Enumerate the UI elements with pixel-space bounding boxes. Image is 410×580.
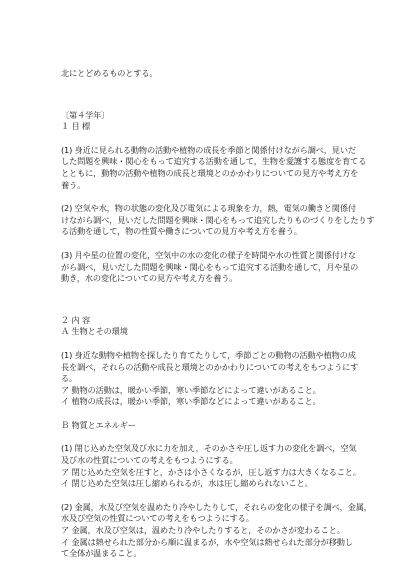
- section-b-point: イ 金属は熱せられた部分から順に温まるが，水や空気は熱せられた部分が移動し: [61, 536, 353, 547]
- contents-heading: ２ 内 容: [61, 314, 91, 325]
- section-b-point: ア 閉じ込めた空気を圧すと，かさは小さくなるが，圧し返す力は大きくなること。: [61, 466, 361, 477]
- objective-3: [61, 250, 388, 285]
- objective-1-line: とともに，動物の活動や植物の成長と環境とのかかわりについての見方や考え方を: [61, 167, 359, 178]
- section-b-point: ア 金属，水及び空気は，温めたり冷やしたりすると，そのかさが変わること。: [61, 525, 345, 536]
- objective-1: [61, 145, 388, 191]
- objective-1-line: した問題を興味・関心をもって追究する活動を通して，生物を愛護する態度を育てる: [61, 156, 367, 167]
- section-a-point: イ 植物の成長は，暖かい季節，寒い季節などによって違いがあること。: [61, 396, 321, 407]
- section-a-point: ア 動物の活動は，暖かい季節，寒い季節などによって違いがあること。: [61, 384, 321, 395]
- objective-1-line: 養う。: [61, 179, 86, 190]
- objective-3-line: 動き，水の変化についての見方や考え方を養う。: [61, 273, 238, 284]
- objective-3-line: (3) 月や星の位置の変化，空気中の水の変化の様子を時間や水の性質と関係付けな: [61, 249, 356, 260]
- objectives-heading: １ 目 標: [61, 121, 91, 132]
- section-b-paragraph-2: [61, 502, 388, 560]
- section-a-line: (1) 身近な動物や植物を探したり育てたりして，季節ごとの動物の活動や植物の成: [61, 349, 356, 360]
- section-b-line: (2) 金属，水及び空気を温めたり冷やしたりして，それらの変化の様子を調べ，金属，: [61, 501, 372, 512]
- section-b-line: (1) 閉じ込めた空気及び水に力を加え，そのかさや圧し返す力の変化を調べ，空気: [61, 443, 357, 454]
- section-a-line: 長を調べ，それらの活動や成長と環境とのかかわりについての考えをもつようにす: [61, 361, 359, 372]
- section-b-heading: Ｂ 物質とエネルギー: [61, 419, 136, 430]
- grade-heading: 〔第４学年〕: [61, 109, 110, 120]
- objective-2-line: けながら調べ，見いだした問題を興味・関心をもって追究したりものづくりをしたりす: [61, 214, 375, 225]
- section-b-paragraph-1: [61, 443, 388, 489]
- section-a-paragraph: [61, 350, 388, 408]
- objective-2: [61, 203, 388, 238]
- section-b-line: 及び水の性質についての考えをもつようにする。: [61, 455, 238, 466]
- objective-3-line: がら調べ，見いだした問題を興味・関心をもって追究する活動を通して，月や星の: [61, 261, 359, 272]
- section-b-point: て全体が温まること。: [61, 548, 142, 559]
- objective-2-line: る活動を通して，物の性質や働きについての見方や考え方を養う。: [61, 226, 302, 237]
- section-a-heading: Ａ 生物とその環境: [61, 326, 128, 337]
- objective-1-line: (1) 身近に見られる動物の活動や植物の成長を季節と関係付けながら調べ，見いだ: [61, 144, 356, 155]
- section-b-line: 水及び空気の性質についての考えをもつようにする。: [61, 513, 254, 524]
- intro-line: 北にとどめるものとする。: [61, 68, 158, 78]
- section-a-line: る。: [61, 373, 78, 384]
- section-b-point: イ 閉じ込めた空気は圧し縮められるが，水は圧し縮められないこと。: [61, 478, 313, 489]
- objective-2-line: (2) 空気や水，物の状態の変化及び電気による現象を力，熱，電気の働きと関係付: [61, 203, 356, 214]
